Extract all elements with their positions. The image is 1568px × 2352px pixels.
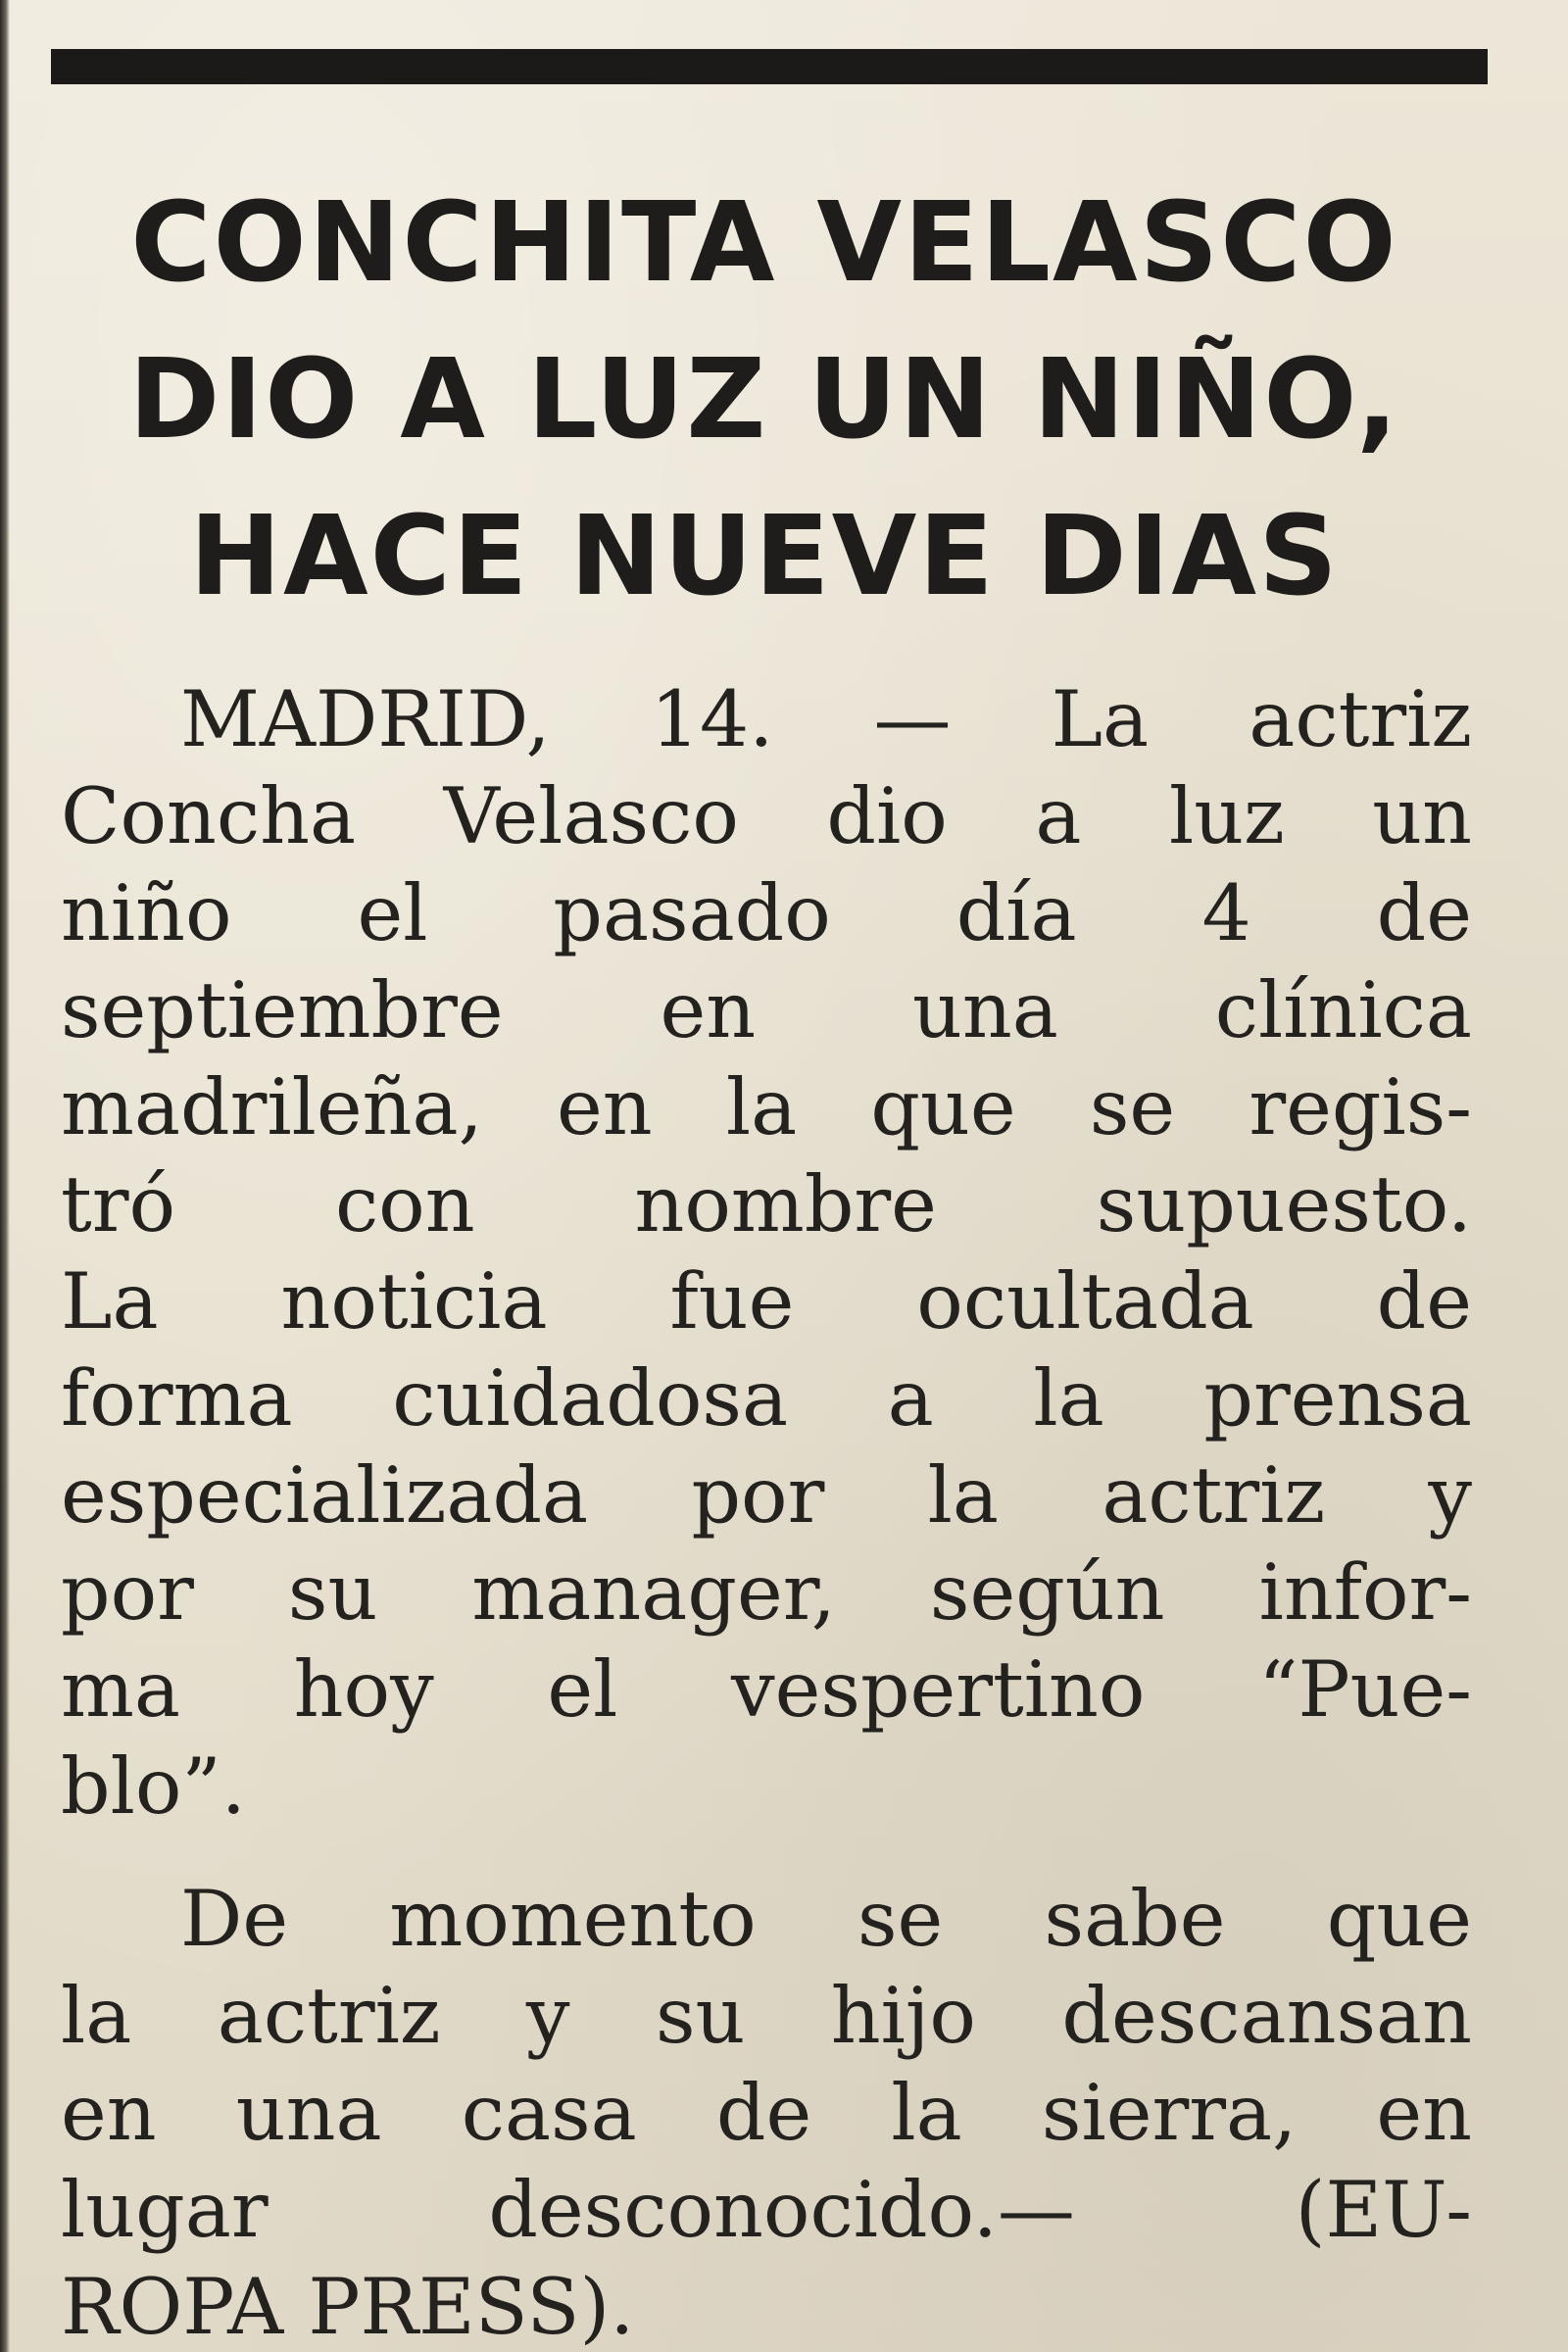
text-line: por su manager, según infor- <box>61 1547 1472 1638</box>
text-line: niño el pasado día 4 de <box>61 868 1472 958</box>
paragraph-1 <box>61 671 1472 1836</box>
text-line: ROPA PRESS). <box>61 2262 635 2352</box>
text-line: tró con nombre supuesto. <box>61 1159 1472 1250</box>
clipping-edge-shadow <box>0 0 10 2352</box>
text-line: ma hoy el vespertino “Pue- <box>61 1644 1472 1735</box>
text-line: madrileña, en la que se regis- <box>61 1062 1472 1152</box>
text-line: la actriz y su hijo descansan <box>61 1971 1472 2061</box>
headline-line: HACE NUEVE DIAS <box>189 493 1340 620</box>
headline-line: CONCHITA VELASCO <box>130 179 1398 307</box>
headline <box>59 165 1470 635</box>
text-line: especializada por la actriz y <box>61 1450 1472 1541</box>
text-line: lugar desconocido.— (EU- <box>61 2165 1472 2255</box>
paragraph-gap <box>61 1836 1472 1871</box>
text-line: MADRID, 14. — La actriz <box>180 674 1472 764</box>
article-body <box>61 671 1472 2352</box>
headline-line: DIO A LUZ UN NIÑO, <box>128 336 1400 464</box>
top-rule <box>51 49 1488 84</box>
text-line: De momento se sabe que <box>180 1874 1472 1964</box>
text-line: en una casa de la sierra, en <box>61 2068 1472 2158</box>
text-line: La noticia fue ocultada de <box>61 1256 1472 1347</box>
paragraph-2 <box>61 1871 1472 2352</box>
text-line: forma cuidadosa a la prensa <box>61 1353 1472 1444</box>
text-line: blo”. <box>61 1741 246 1832</box>
text-line: Concha Velasco dio a luz un <box>61 771 1472 861</box>
text-line: septiembre en una clínica <box>61 965 1472 1055</box>
